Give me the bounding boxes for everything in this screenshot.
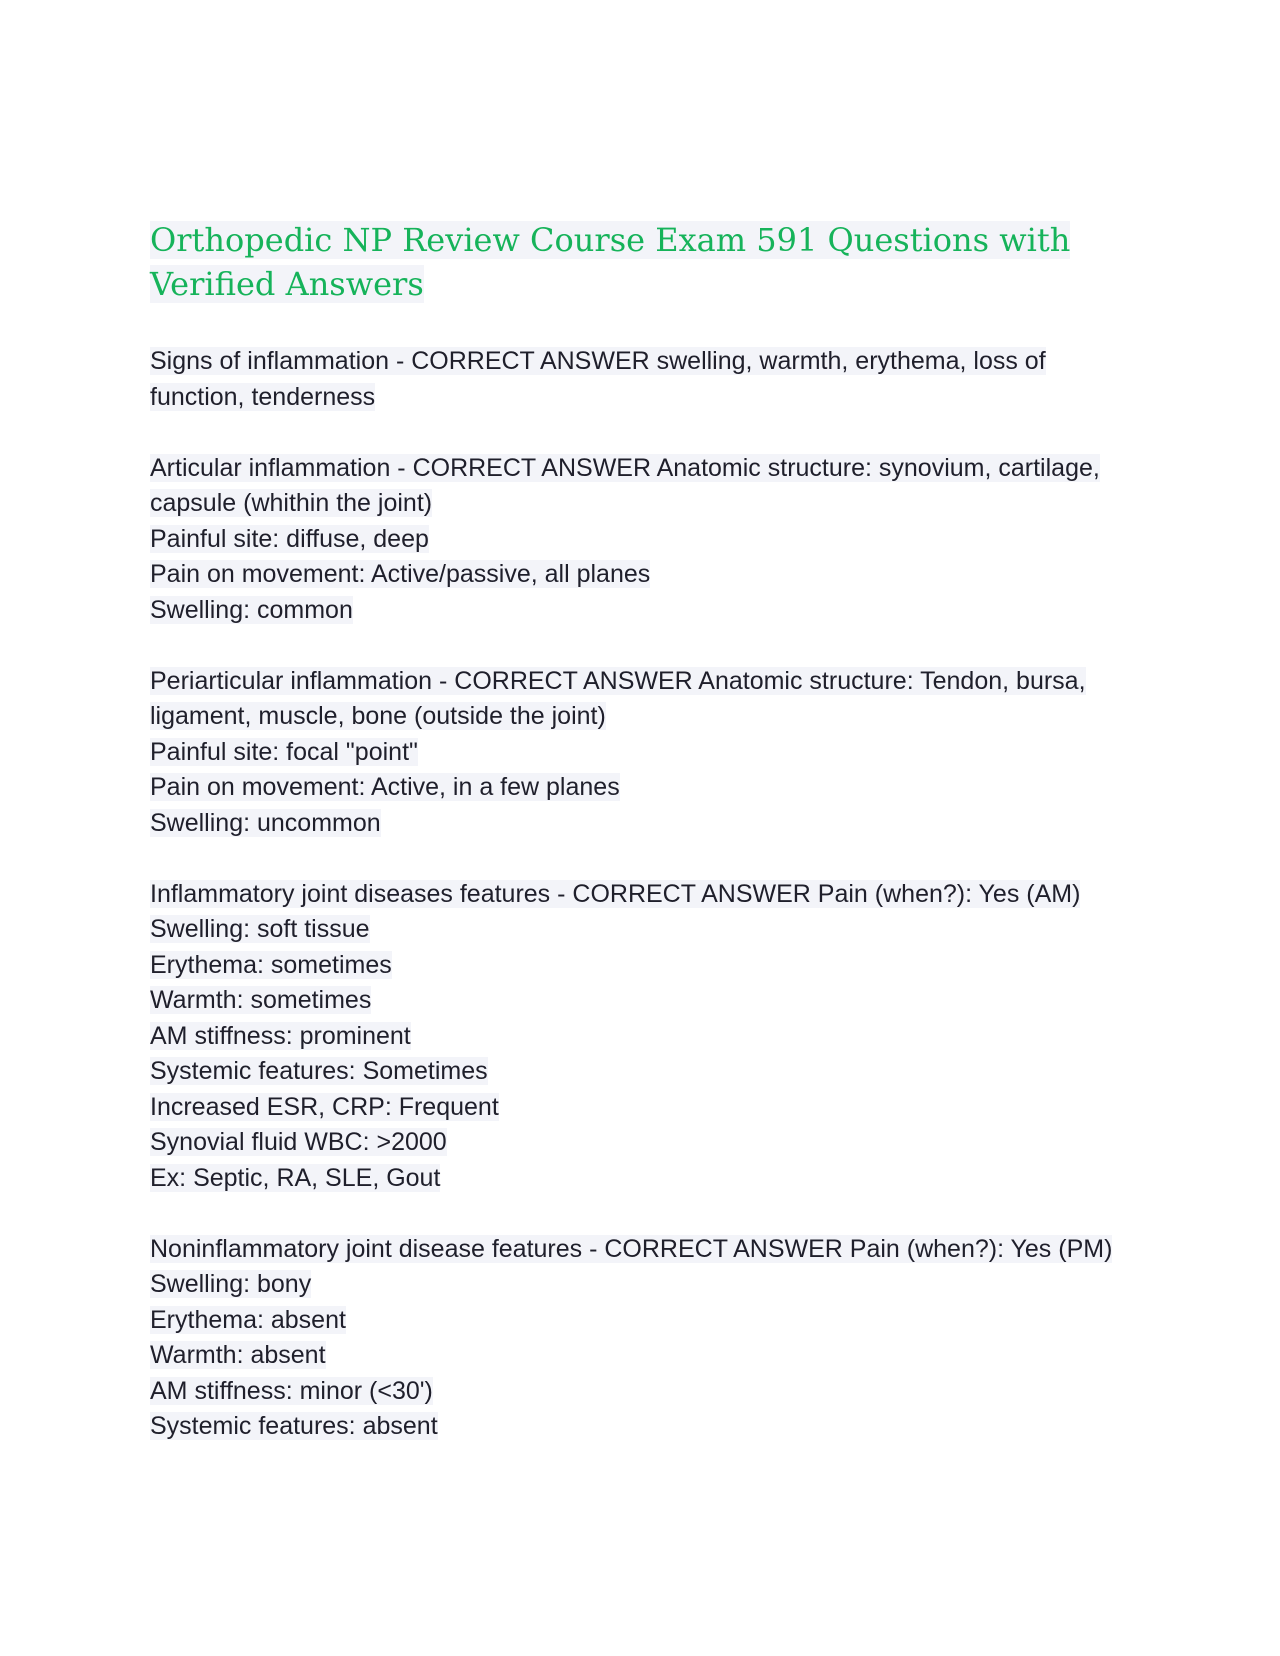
qa-detail-line: Painful site: focal "point" — [150, 737, 418, 766]
qa-detail-line: AM stiffness: minor (<30') — [150, 1376, 433, 1405]
document-title-text: Orthopedic NP Review Course Exam 591 Questions with Verified Answers — [150, 221, 1071, 303]
qa-detail-line: Swelling: common — [150, 595, 353, 624]
qa-detail-line: Erythema: sometimes — [150, 950, 392, 979]
qa-entry-text: Signs of inflammation - CORRECT ANSWER swelling, warmth, erythema, loss of function, tenderness — [150, 347, 1046, 411]
qa-detail-line: Swelling: uncommon — [150, 808, 381, 837]
qa-entry-inflammatory-joint-diseases — [150, 877, 1130, 1197]
qa-detail-line: Systemic features: absent — [150, 1412, 438, 1440]
qa-detail-line: Increased ESR, CRP: Frequent — [150, 1092, 499, 1121]
qa-entry-text: Inflammatory joint diseases features - CORRECT ANSWER Pain (when?): Yes (AM) — [150, 879, 1081, 908]
qa-detail-line: Pain on movement: Active, in a few planes — [150, 773, 620, 801]
qa-detail-line: Warmth: absent — [150, 1341, 326, 1369]
qa-detail-line: Swelling: bony — [150, 1270, 312, 1298]
document-title — [150, 218, 1130, 306]
qa-detail-line: Painful site: diffuse, deep — [150, 524, 429, 553]
qa-detail-line: Swelling: soft tissue — [150, 915, 370, 943]
document-content — [150, 218, 1130, 1480]
qa-detail-line: Synovial fluid WBC: >2000 — [150, 1128, 447, 1156]
qa-entry-periarticular-inflammation — [150, 664, 1130, 842]
qa-detail-line: Systemic features: Sometimes — [150, 1057, 488, 1085]
qa-entry-text: Noninflammatory joint disease features - CORRECT ANSWER Pain (when?): Yes (PM) — [150, 1234, 1113, 1263]
qa-detail-line: Warmth: sometimes — [150, 986, 372, 1014]
qa-entry-noninflammatory-joint-disease — [150, 1232, 1130, 1445]
qa-detail-line: AM stiffness: prominent — [150, 1021, 411, 1050]
qa-entry-text: Articular inflammation - CORRECT ANSWER Anatomic structure: synovium, cartilage, capsule (whithin the joint) — [150, 453, 1100, 517]
qa-detail-line: Ex: Septic, RA, SLE, Gout — [150, 1163, 441, 1192]
qa-detail-line: Erythema: absent — [150, 1305, 346, 1334]
qa-entry-articular-inflammation — [150, 451, 1130, 629]
qa-detail-line: Pain on movement: Active/passive, all planes — [150, 560, 651, 588]
qa-entry-text: Periarticular inflammation - CORRECT ANSWER Anatomic structure: Tendon, bursa, ligament, muscle, bone (outside the joint) — [150, 666, 1086, 730]
qa-entry-signs-of-inflammation — [150, 344, 1130, 415]
